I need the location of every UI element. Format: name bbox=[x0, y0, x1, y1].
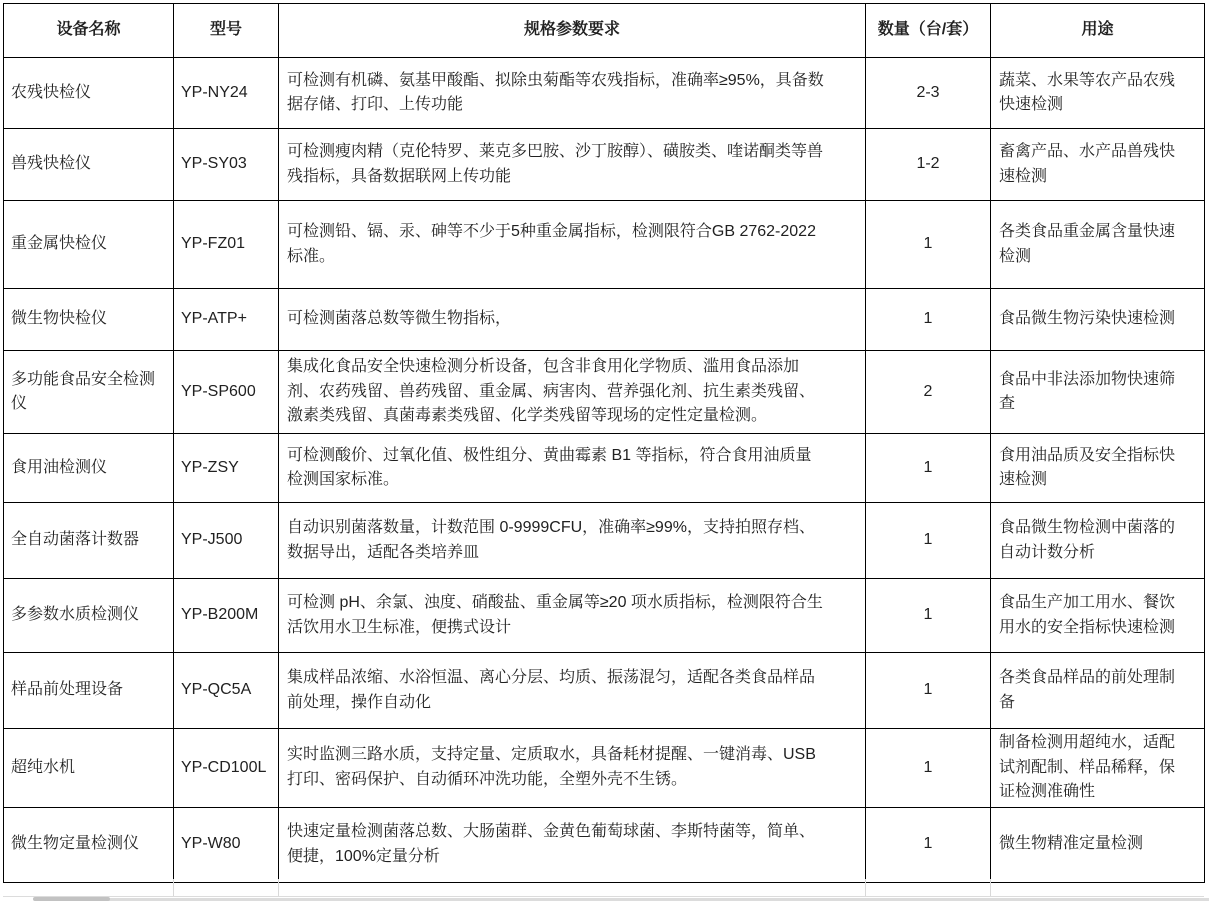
ghost-gridline bbox=[3, 896, 1204, 897]
cell-quantity[interactable]: 1-2 bbox=[866, 129, 991, 201]
cell-spec-requirements[interactable]: 集成化食品安全快速检测分析设备，包含非食用化学物质、滥用食品添加剂、农药残留、兽药残留、重金属、病害肉、营养强化剂、抗生素类残留、激素类残留、真菌毒素类残留、化学类残留等现场的定性定量检测。 bbox=[279, 351, 866, 434]
cell-spec-requirements[interactable]: 可检测瘦肉精（克伦特罗、莱克多巴胺、沙丁胺醇）、磺胺类、喹诺酮类等兽残指标，具备数据联网上传功能 bbox=[279, 129, 866, 201]
cell-model[interactable]: YP-W80 bbox=[174, 807, 279, 882]
cell-device-name[interactable]: 多参数水质检测仪 bbox=[4, 579, 174, 653]
column-header-device-name: 设备名称 bbox=[4, 4, 174, 58]
cell-model[interactable]: YP-ATP+ bbox=[174, 289, 279, 351]
cell-device-name[interactable]: 食用油检测仪 bbox=[4, 434, 174, 503]
table-row bbox=[4, 129, 1205, 201]
cell-device-name[interactable]: 微生物定量检测仪 bbox=[4, 807, 174, 882]
cell-device-name[interactable]: 兽残快检仪 bbox=[4, 129, 174, 201]
table-row bbox=[4, 434, 1205, 503]
ghost-gridline bbox=[173, 879, 174, 896]
cell-model[interactable]: YP-CD100L bbox=[174, 729, 279, 808]
table-row bbox=[4, 351, 1205, 434]
horizontal-scrollbar-thumb[interactable] bbox=[33, 897, 110, 901]
cell-spec-requirements[interactable]: 可检测 pH、余氯、浊度、硝酸盐、重金属等≥20 项水质指标，检测限符合生活饮用水卫生标准，便携式设计 bbox=[279, 579, 866, 653]
cell-model[interactable]: YP-FZ01 bbox=[174, 201, 279, 289]
table-row bbox=[4, 289, 1205, 351]
table-row bbox=[4, 579, 1205, 653]
cell-model[interactable]: YP-B200M bbox=[174, 579, 279, 653]
cell-model[interactable]: YP-QC5A bbox=[174, 653, 279, 729]
cell-model[interactable]: YP-ZSY bbox=[174, 434, 279, 503]
cell-device-name[interactable]: 微生物快检仪 bbox=[4, 289, 174, 351]
cell-purpose[interactable]: 食品中非法添加物快速筛查 bbox=[991, 351, 1205, 434]
cell-spec-requirements[interactable]: 快速定量检测菌落总数、大肠菌群、金黄色葡萄球菌、李斯特菌等，简单、便捷，100%定量分析 bbox=[279, 807, 866, 882]
cell-purpose[interactable]: 食品微生物污染快速检测 bbox=[991, 289, 1205, 351]
cell-device-name[interactable]: 全自动菌落计数器 bbox=[4, 503, 174, 579]
cell-quantity[interactable]: 2 bbox=[866, 351, 991, 434]
cell-model[interactable]: YP-SP600 bbox=[174, 351, 279, 434]
cell-quantity[interactable]: 1 bbox=[866, 807, 991, 882]
cell-quantity[interactable]: 1 bbox=[866, 729, 991, 808]
table-row bbox=[4, 201, 1205, 289]
cell-purpose[interactable]: 微生物精准定量检测 bbox=[991, 807, 1205, 882]
cell-quantity[interactable]: 1 bbox=[866, 289, 991, 351]
ghost-gridline bbox=[990, 879, 991, 896]
cell-quantity[interactable]: 2-3 bbox=[866, 58, 991, 129]
cell-quantity[interactable]: 1 bbox=[866, 201, 991, 289]
equipment-spec-table bbox=[3, 3, 1205, 883]
cell-device-name[interactable]: 超纯水机 bbox=[4, 729, 174, 808]
cell-spec-requirements[interactable]: 集成样品浓缩、水浴恒温、离心分层、均质、振荡混匀，适配各类食品样品前处理，操作自动化 bbox=[279, 653, 866, 729]
ghost-gridline bbox=[278, 879, 279, 896]
cell-spec-requirements[interactable]: 可检测铅、镉、汞、砷等不少于5种重金属指标，检测限符合GB 2762-2022标准。 bbox=[279, 201, 866, 289]
cell-model[interactable]: YP-J500 bbox=[174, 503, 279, 579]
header-row bbox=[4, 4, 1205, 58]
table-row bbox=[4, 729, 1205, 808]
cell-purpose[interactable]: 食用油品质及安全指标快速检测 bbox=[991, 434, 1205, 503]
cell-purpose[interactable]: 各类食品样品的前处理制备 bbox=[991, 653, 1205, 729]
cell-purpose[interactable]: 食品生产加工用水、餐饮用水的安全指标快速检测 bbox=[991, 579, 1205, 653]
cell-purpose[interactable]: 蔬菜、水果等农产品农残快速检测 bbox=[991, 58, 1205, 129]
cell-spec-requirements[interactable]: 可检测菌落总数等微生物指标， bbox=[279, 289, 866, 351]
column-header-model: 型号 bbox=[174, 4, 279, 58]
cell-spec-requirements[interactable]: 自动识别菌落数量，计数范围 0-9999CFU，准确率≥99%，支持拍照存档、数据导出，适配各类培养皿 bbox=[279, 503, 866, 579]
cell-device-name[interactable]: 多功能食品安全检测仪 bbox=[4, 351, 174, 434]
cell-spec-requirements[interactable]: 实时监测三路水质，支持定量、定质取水，具备耗材提醒、一键消毒、USB 打印、密码保护、自动循环冲洗功能，全塑外壳不生锈。 bbox=[279, 729, 866, 808]
cell-quantity[interactable]: 1 bbox=[866, 653, 991, 729]
cell-model[interactable]: YP-NY24 bbox=[174, 58, 279, 129]
cell-model[interactable]: YP-SY03 bbox=[174, 129, 279, 201]
cell-device-name[interactable]: 农残快检仪 bbox=[4, 58, 174, 129]
cell-purpose[interactable]: 制备检测用超纯水，适配试剂配制、样品稀释，保证检测准确性 bbox=[991, 729, 1205, 808]
table-row bbox=[4, 503, 1205, 579]
table-row bbox=[4, 58, 1205, 129]
column-header-purpose: 用途 bbox=[991, 4, 1205, 58]
table-row bbox=[4, 653, 1205, 729]
ghost-gridline bbox=[865, 879, 866, 896]
cell-device-name[interactable]: 重金属快检仪 bbox=[4, 201, 174, 289]
cell-quantity[interactable]: 1 bbox=[866, 503, 991, 579]
column-header-spec-requirements: 规格参数要求 bbox=[279, 4, 866, 58]
cell-quantity[interactable]: 1 bbox=[866, 434, 991, 503]
cell-device-name[interactable]: 样品前处理设备 bbox=[4, 653, 174, 729]
column-header-quantity: 数量（台/套） bbox=[866, 4, 991, 58]
cell-purpose[interactable]: 食品微生物检测中菌落的自动计数分析 bbox=[991, 503, 1205, 579]
table-row bbox=[4, 807, 1205, 882]
cell-spec-requirements[interactable]: 可检测酸价、过氧化值、极性组分、黄曲霉素 B1 等指标，符合食用油质量检测国家标准。 bbox=[279, 434, 866, 503]
cell-purpose[interactable]: 畜禽产品、水产品兽残快速检测 bbox=[991, 129, 1205, 201]
cell-purpose[interactable]: 各类食品重金属含量快速检测 bbox=[991, 201, 1205, 289]
cell-spec-requirements[interactable]: 可检测有机磷、氨基甲酸酯、拟除虫菊酯等农残指标，准确率≥95%，具备数据存储、打印、上传功能 bbox=[279, 58, 866, 129]
cell-quantity[interactable]: 1 bbox=[866, 579, 991, 653]
